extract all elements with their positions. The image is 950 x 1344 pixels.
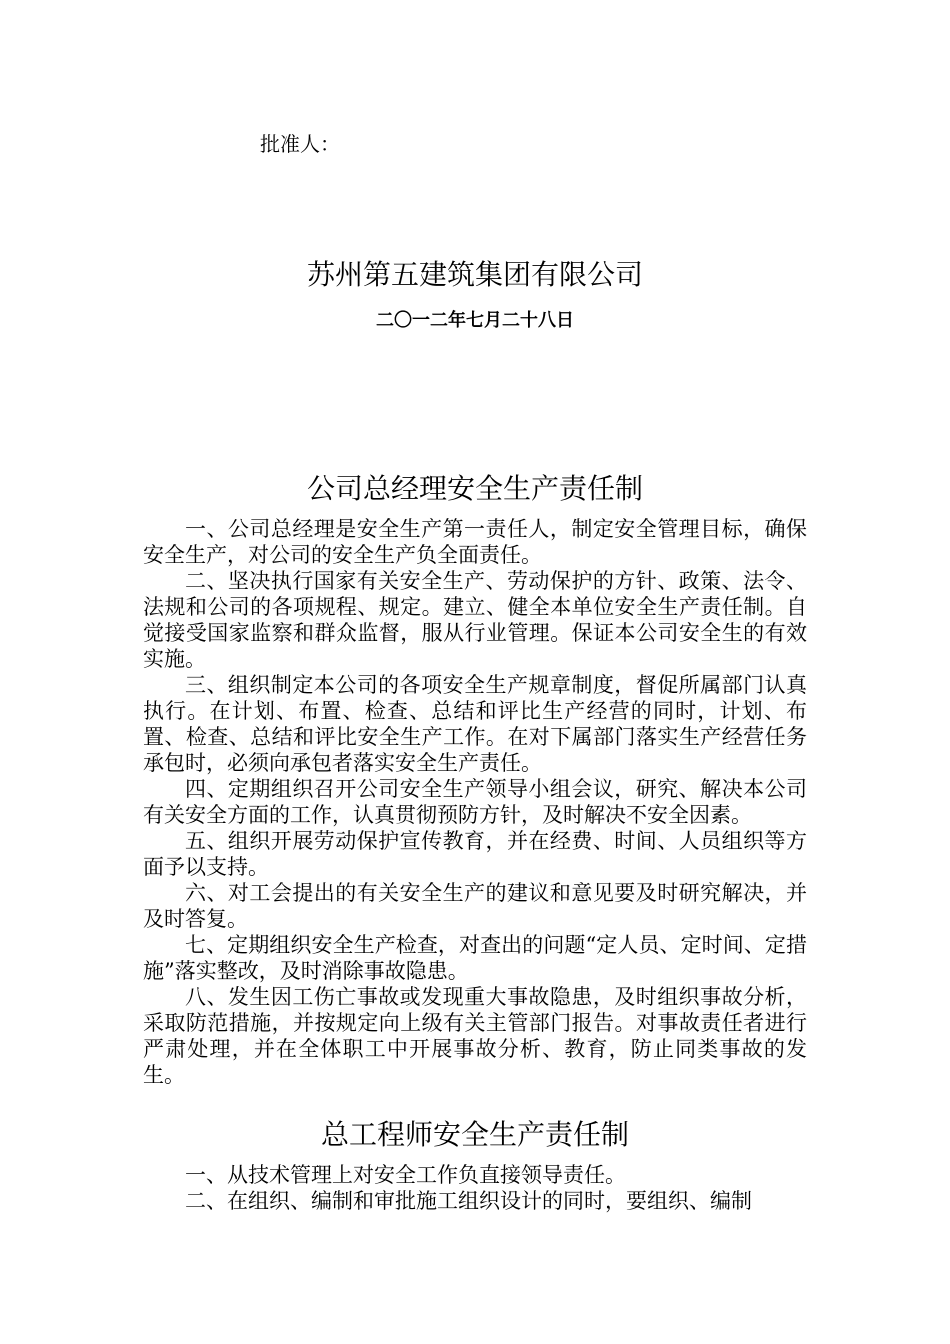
company-name: 苏州第五建筑集团有限公司 [306,258,643,291]
section-chief-engineer [143,1116,807,1214]
document-date: 二〇一二年七月二十八日 [376,310,574,331]
paragraph: 四、定期组织召开公司安全生产领导小组会议，研究、解决本公司有关安全方面的工作，认真贯彻预防方针，及时解决不安全因素。 [143,777,807,827]
paragraph: 五、组织开展劳动保护宣传教育，并在经费、时间、人员组织等方面予以支持。 [143,829,807,879]
section-general-manager [143,470,807,1088]
paragraph: 七、定期组织安全生产检查，对查出的问题“定人员、定时间、定措施”落实整改，及时消除事故隐患。 [143,933,807,983]
section-title: 总工程师安全生产责任制 [320,1118,629,1151]
paragraph: 二、在组织、编制和审批施工组织设计的同时，要组织、编制 [185,1189,752,1213]
paragraph: 一、公司总经理是安全生产第一责任人，制定安全管理目标，确保安全生产，对公司的安全生产负全面责任。 [143,517,807,567]
paragraph: 六、对工会提出的有关安全生产的建议和意见要及时研究解决，并及时答复。 [143,881,807,931]
paragraph: 二、坚决执行国家有关安全生产、劳动保护的方针、政策、法令、法规和公司的各项规程、规定。建立、健全本单位安全生产责任制。自觉接受国家监察和群众监督，服从行业管理。保证本公司安全生的有效实施。 [143,569,807,671]
paragraph: 八、发生因工伤亡事故或发现重大事故隐患，及时组织事故分析，采取防范措施，并按规定向上级有关主管部门报告。对事故责任者进行严肃处理，并在全体职工中开展事故分析、教育，防止同类事故的发生。 [143,985,807,1087]
approver-label: 批准人： [260,132,340,156]
paragraph: 三、组织制定本公司的各项安全生产规章制度，督促所属部门认真执行。在计划、布置、检查、总结和评比生产经营的同时，计划、布置、检查、总结和评比安全生产工作。在对下属部门落实生产经营任务承包时，必须向承包者落实安全生产责任。 [143,673,807,775]
paragraph: 一、从技术管理上对安全工作负直接领导责任。 [185,1163,626,1187]
section-title: 公司总经理安全生产责任制 [306,472,643,505]
